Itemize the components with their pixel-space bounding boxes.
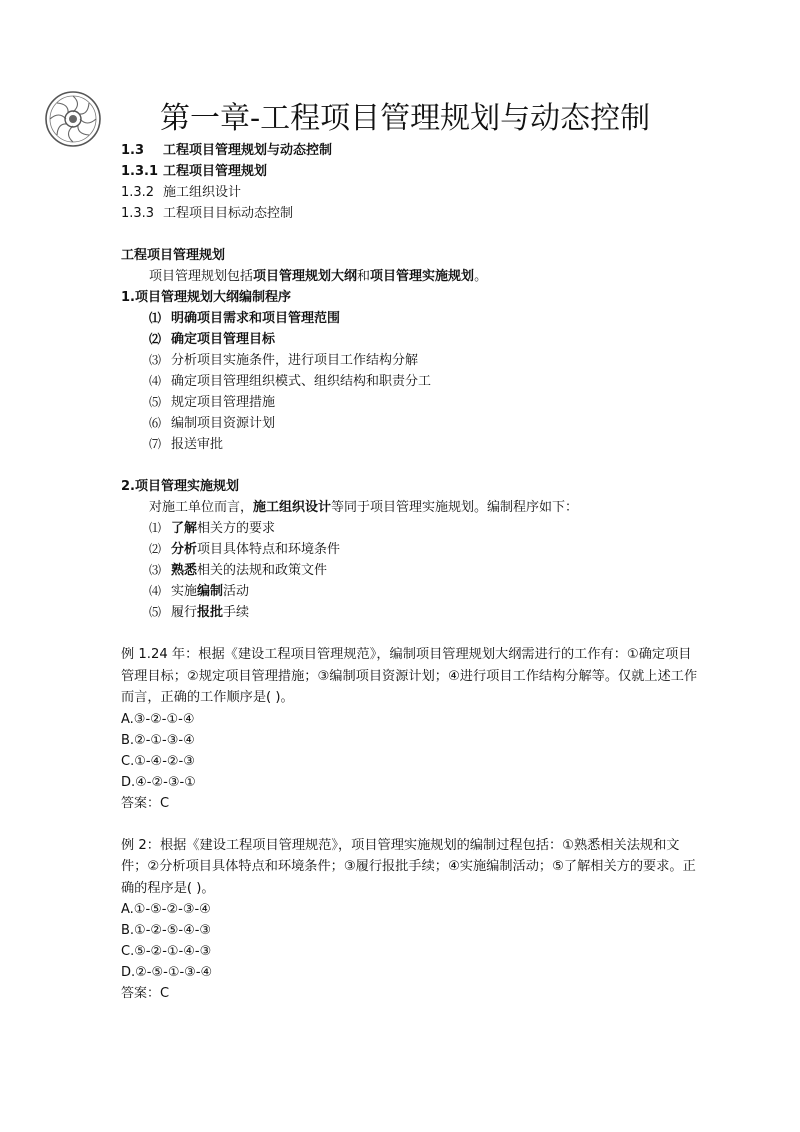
example-1 xyxy=(121,644,701,814)
step-text: 实施 xyxy=(171,584,198,599)
list-item xyxy=(121,539,701,560)
part1-steps xyxy=(121,308,701,455)
step-number: ⑶ xyxy=(149,353,162,367)
step-number: ⑹ xyxy=(149,416,162,430)
step-number: ⑷ xyxy=(149,374,162,388)
answer-option: C.⑤-②-①-④-③ xyxy=(121,944,212,959)
list-item xyxy=(121,518,701,539)
step-text: 活动 xyxy=(223,584,250,599)
emblem-logo-icon xyxy=(44,90,102,148)
intro-bold: 项目管理实施规划 xyxy=(370,269,475,284)
step-number: ⑵ xyxy=(149,542,162,556)
table-of-contents xyxy=(121,140,701,224)
answer-option: D.②-⑤-①-③-④ xyxy=(121,965,213,980)
intro-text: 对施工单位而言， xyxy=(149,500,254,515)
example-question: 例 2：根据《建设工程项目管理规范》，项目管理实施规划的编制过程包括：①熟悉相关法规和文件；②分析项目具体特点和环境条件；③履行报批手续；④实施编制活动；⑤了解相关方的要求。正确的程序是( )。 xyxy=(121,837,696,896)
step-text: 规定项目管理措施 xyxy=(171,395,276,410)
step-text: 相关方的要求 xyxy=(197,521,276,536)
step-text: 相关的法规和政策文件 xyxy=(197,563,328,578)
intro-bold: 施工组织设计 xyxy=(253,500,332,515)
toc-entry xyxy=(121,182,701,203)
answer-option: C.①-④-②-③ xyxy=(121,753,195,769)
step-number: ⑶ xyxy=(149,563,162,577)
step-number: ⑺ xyxy=(149,437,162,451)
list-item xyxy=(121,434,701,455)
list-item xyxy=(121,560,701,581)
step-number: ⑸ xyxy=(149,605,162,619)
toc-number: 1.3.1 xyxy=(121,164,159,179)
toc-text: 工程项目目标动态控制 xyxy=(163,206,294,221)
step-text: 编制项目资源计划 xyxy=(171,416,276,431)
intro-bold: 项目管理规划大纲 xyxy=(253,269,358,284)
example-question: 例 1.24 年：根据《建设工程项目管理规范》，编制项目管理规划大纲需进行的工作有：①确定项目管理目标；②规定项目管理措施；③编制项目资源计划；④进行项目工作结构分解等。仅就上述工作而言，正确的工作顺序是( )。 xyxy=(121,647,698,705)
list-item xyxy=(121,371,701,392)
step-bold: 了解 xyxy=(171,521,198,536)
step-bold: 熟悉 xyxy=(171,563,198,578)
toc-text: 施工组织设计 xyxy=(163,185,242,200)
page-title: 第一章-工程项目管理规划与动态控制 xyxy=(160,101,651,136)
list-item xyxy=(121,350,701,371)
part2-heading: 2.项目管理实施规划 xyxy=(121,479,239,494)
list-item xyxy=(121,581,701,602)
toc-number: 1.3 xyxy=(121,143,145,158)
step-number: ⑸ xyxy=(149,395,162,409)
step-text: 明确项目需求和项目管理范围 xyxy=(171,311,341,326)
toc-text: 工程项目管理规划与动态控制 xyxy=(163,143,333,158)
step-text: 确定项目管理目标 xyxy=(171,332,276,347)
toc-number: 1.3.2 xyxy=(121,185,155,200)
step-text: 手续 xyxy=(223,605,250,620)
answer-option: A.①-⑤-②-③-④ xyxy=(121,902,211,917)
part2-steps xyxy=(121,518,701,623)
document-body xyxy=(121,140,701,1004)
list-item xyxy=(121,308,701,329)
part1-heading: 1.项目管理规划大纲编制程序 xyxy=(121,290,291,305)
toc-entry xyxy=(121,140,701,161)
step-number: ⑵ xyxy=(149,332,162,346)
intro-text: 和 xyxy=(357,269,371,284)
toc-number: 1.3.3 xyxy=(121,206,155,221)
step-text: 确定项目管理组织模式、组织结构和职责分工 xyxy=(171,374,432,389)
intro-text: 等同于项目管理实施规划。编制程序如下： xyxy=(331,500,579,515)
list-item xyxy=(121,413,701,434)
step-text: 履行 xyxy=(171,605,198,620)
step-number: ⑷ xyxy=(149,584,162,598)
answer-option: B.②-①-③-④ xyxy=(121,732,195,748)
intro-text: 。 xyxy=(474,269,488,284)
toc-entry xyxy=(121,203,701,224)
list-item xyxy=(121,329,701,350)
toc-entry xyxy=(121,161,701,182)
step-bold: 报批 xyxy=(197,605,224,620)
example-2 xyxy=(121,835,701,1005)
intro-text: 项目管理规划包括 xyxy=(149,269,254,284)
section-intro xyxy=(121,266,701,287)
step-bold: 分析 xyxy=(171,542,198,557)
answer-option: A.③-②-①-④ xyxy=(121,711,195,727)
section-heading: 工程项目管理规划 xyxy=(121,248,226,263)
step-text: 项目具体特点和环境条件 xyxy=(197,542,341,557)
step-text: 报送审批 xyxy=(171,437,224,452)
toc-text: 工程项目管理规划 xyxy=(163,164,268,179)
step-bold: 编制 xyxy=(197,584,224,599)
answer-option: D.④-②-③-① xyxy=(121,774,196,790)
step-number: ⑴ xyxy=(149,311,162,325)
step-number: ⑴ xyxy=(149,521,162,535)
step-text: 分析项目实施条件，进行项目工作结构分解 xyxy=(171,353,419,368)
part2-intro xyxy=(121,497,701,518)
list-item xyxy=(121,602,701,623)
list-item xyxy=(121,392,701,413)
answer-text: 答案：C xyxy=(121,986,170,1001)
answer-option: B.①-②-⑤-④-③ xyxy=(121,923,212,938)
answer-text: 答案：C xyxy=(121,795,170,811)
